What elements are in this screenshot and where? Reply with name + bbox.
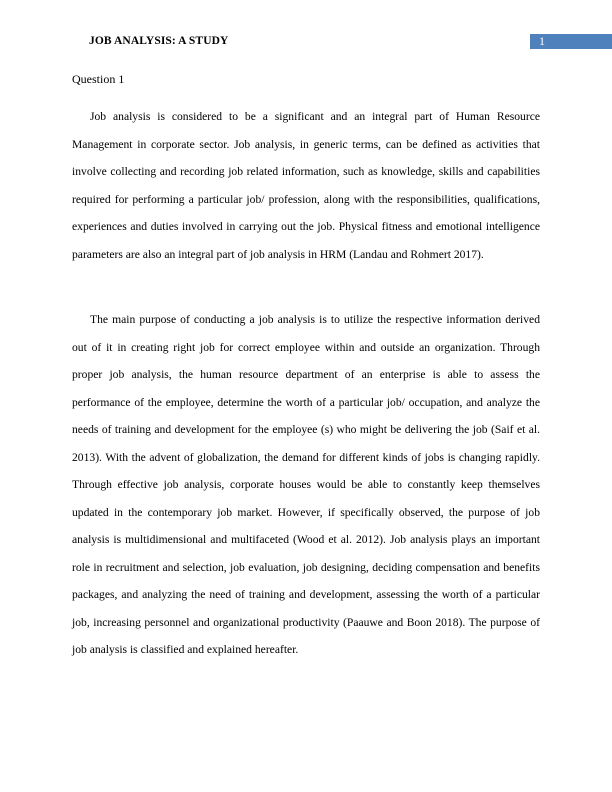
page-number-box [530,34,612,49]
running-head: JOB ANALYSIS: A STUDY [89,35,229,47]
body-paragraph-1: Job analysis is considered to be a significant and an integral part of Human Resource Management in corporate sector. Job analysis, in generic terms, can be defined as activities that involve collecting and recording job related information, such as knowledge, skills and capabilities required for performing a particular job/ profession, along with the responsibilities, qualifications, experiences and duties involved in carrying out the job. Physical fitness and emotional intelligence parameters are also an integral part of job analysis in HRM (Landau and Rohmert 2017). [72,110,540,261]
page-number: 1 [539,34,545,48]
body-paragraph-2: The main purpose of conducting a job analysis is to utilize the respective information derived out of it in creating right job for correct employee within and outside an organization. Through proper job analysis, the human resource department of an enterprise is able to assess the performance of the employee, determine the worth of a particular job/ occupation, and analyze the needs of training and development for the employee (s) who might be delivering the job (Saif et al. 2013). With the advent of globalization, the demand for different kinds of jobs is changing rapidly. Through effective job analysis, corporate houses would be able to constantly keep themselves updated in the contemporary job market. However, if specifically observed, the purpose of job analysis is multidimensional and multifaceted (Wood et al. 2012). Job analysis plays an important role in recruitment and selection, job evaluation, job designing, deciding compensation and benefits packages, and analyzing the need of training and development, assessing the worth of a particular job, increasing personnel and organizational productivity (Paauwe and Boon 2018). The purpose of job analysis is classified and explained hereafter. [72,313,540,656]
question-heading: Question 1 [72,72,125,86]
